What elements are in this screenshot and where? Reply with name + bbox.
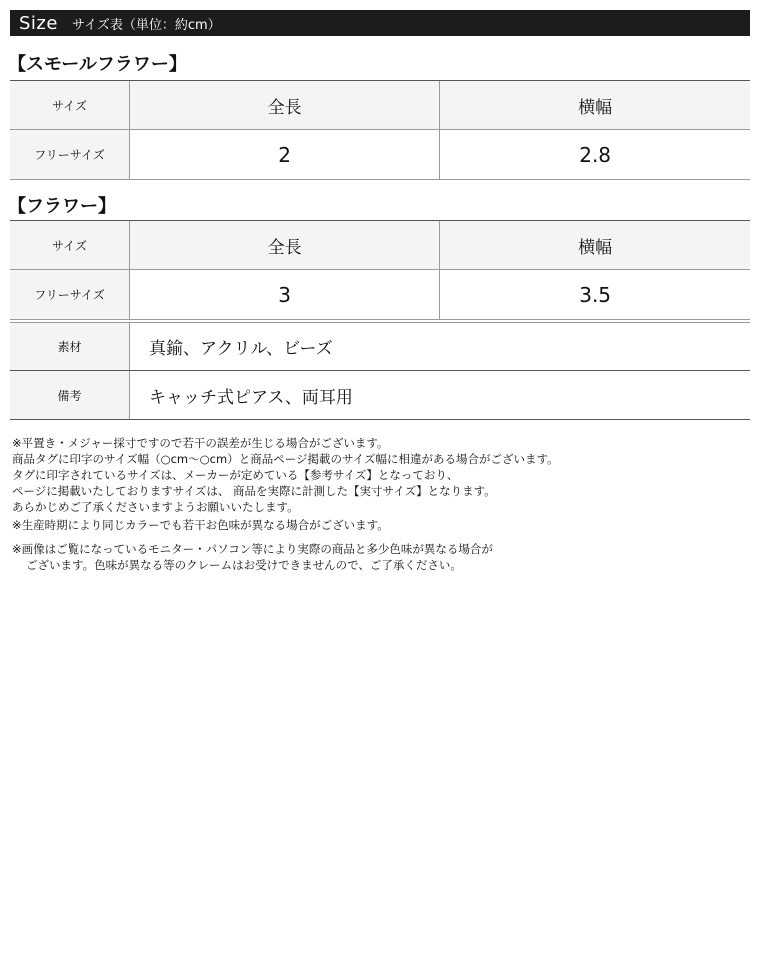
row-label-free-size: フリーサイズ bbox=[10, 270, 130, 320]
notes-measurement bbox=[12, 435, 752, 515]
size-table-flower bbox=[10, 220, 750, 320]
note-line: ※平置き・メジャー採寸ですので若干の誤差が生じる場合がございます。 bbox=[12, 436, 389, 450]
table-header-row bbox=[10, 221, 750, 270]
note-line: ございます。色味が異なる等のクレームはお受けできませんので、ご了承ください。 bbox=[26, 558, 462, 572]
size-header-bar bbox=[10, 10, 750, 36]
note-line: タグに印字されているサイズは、メーカーが定めている【参考サイズ】となっており、 bbox=[12, 468, 459, 482]
column-width: 横幅 bbox=[440, 221, 750, 270]
material-value: 真鍮、アクリル、ビーズ bbox=[130, 323, 751, 371]
section-title-small-flower: 【スモールフラワー】 bbox=[8, 54, 187, 75]
note-line: 商品タグに印字のサイズ幅（○cm～○cm）と商品ページ掲載のサイズ幅に相違がある場合がございます。 bbox=[12, 452, 559, 466]
remarks-label: 備考 bbox=[10, 371, 130, 420]
table-header-row bbox=[10, 81, 750, 130]
notes-monitor bbox=[12, 541, 752, 573]
size-label-cell: サイズ bbox=[10, 221, 130, 270]
remarks-value: キャッチ式ピアス、両耳用 bbox=[130, 371, 751, 420]
size-subtitle: サイズ表（単位：約cm） bbox=[71, 17, 221, 33]
column-width: 横幅 bbox=[440, 81, 750, 130]
table-row bbox=[10, 270, 750, 320]
note-line: ※生産時期により同じカラーでも若干お色味が異なる場合がございます。 bbox=[12, 518, 389, 532]
size-heading: Size bbox=[19, 12, 58, 34]
value-length: 3 bbox=[130, 270, 440, 320]
row-label-free-size: フリーサイズ bbox=[10, 130, 130, 180]
table-row bbox=[10, 323, 750, 371]
column-length: 全長 bbox=[130, 81, 440, 130]
section-title-flower: 【フラワー】 bbox=[8, 196, 116, 217]
column-length: 全長 bbox=[130, 221, 440, 270]
note-line: ページに掲載いたしておりますサイズは、 商品を実際に計測した【実寸サイズ】となります。 bbox=[12, 484, 496, 498]
size-label-cell: サイズ bbox=[10, 81, 130, 130]
value-width: 3.5 bbox=[440, 270, 750, 320]
note-line: あらかじめご了承くださいますようお願いいたします。 bbox=[12, 500, 299, 514]
notes-color-variation bbox=[12, 517, 752, 533]
table-row bbox=[10, 130, 750, 180]
value-length: 2 bbox=[130, 130, 440, 180]
table-row bbox=[10, 371, 750, 420]
note-line: ※画像はご覧になっているモニター・パソコン等により実際の商品と多少色味が異なる場合が bbox=[12, 542, 493, 556]
size-table-small-flower bbox=[10, 80, 750, 180]
info-table bbox=[10, 322, 750, 420]
material-label: 素材 bbox=[10, 323, 130, 371]
value-width: 2.8 bbox=[440, 130, 750, 180]
